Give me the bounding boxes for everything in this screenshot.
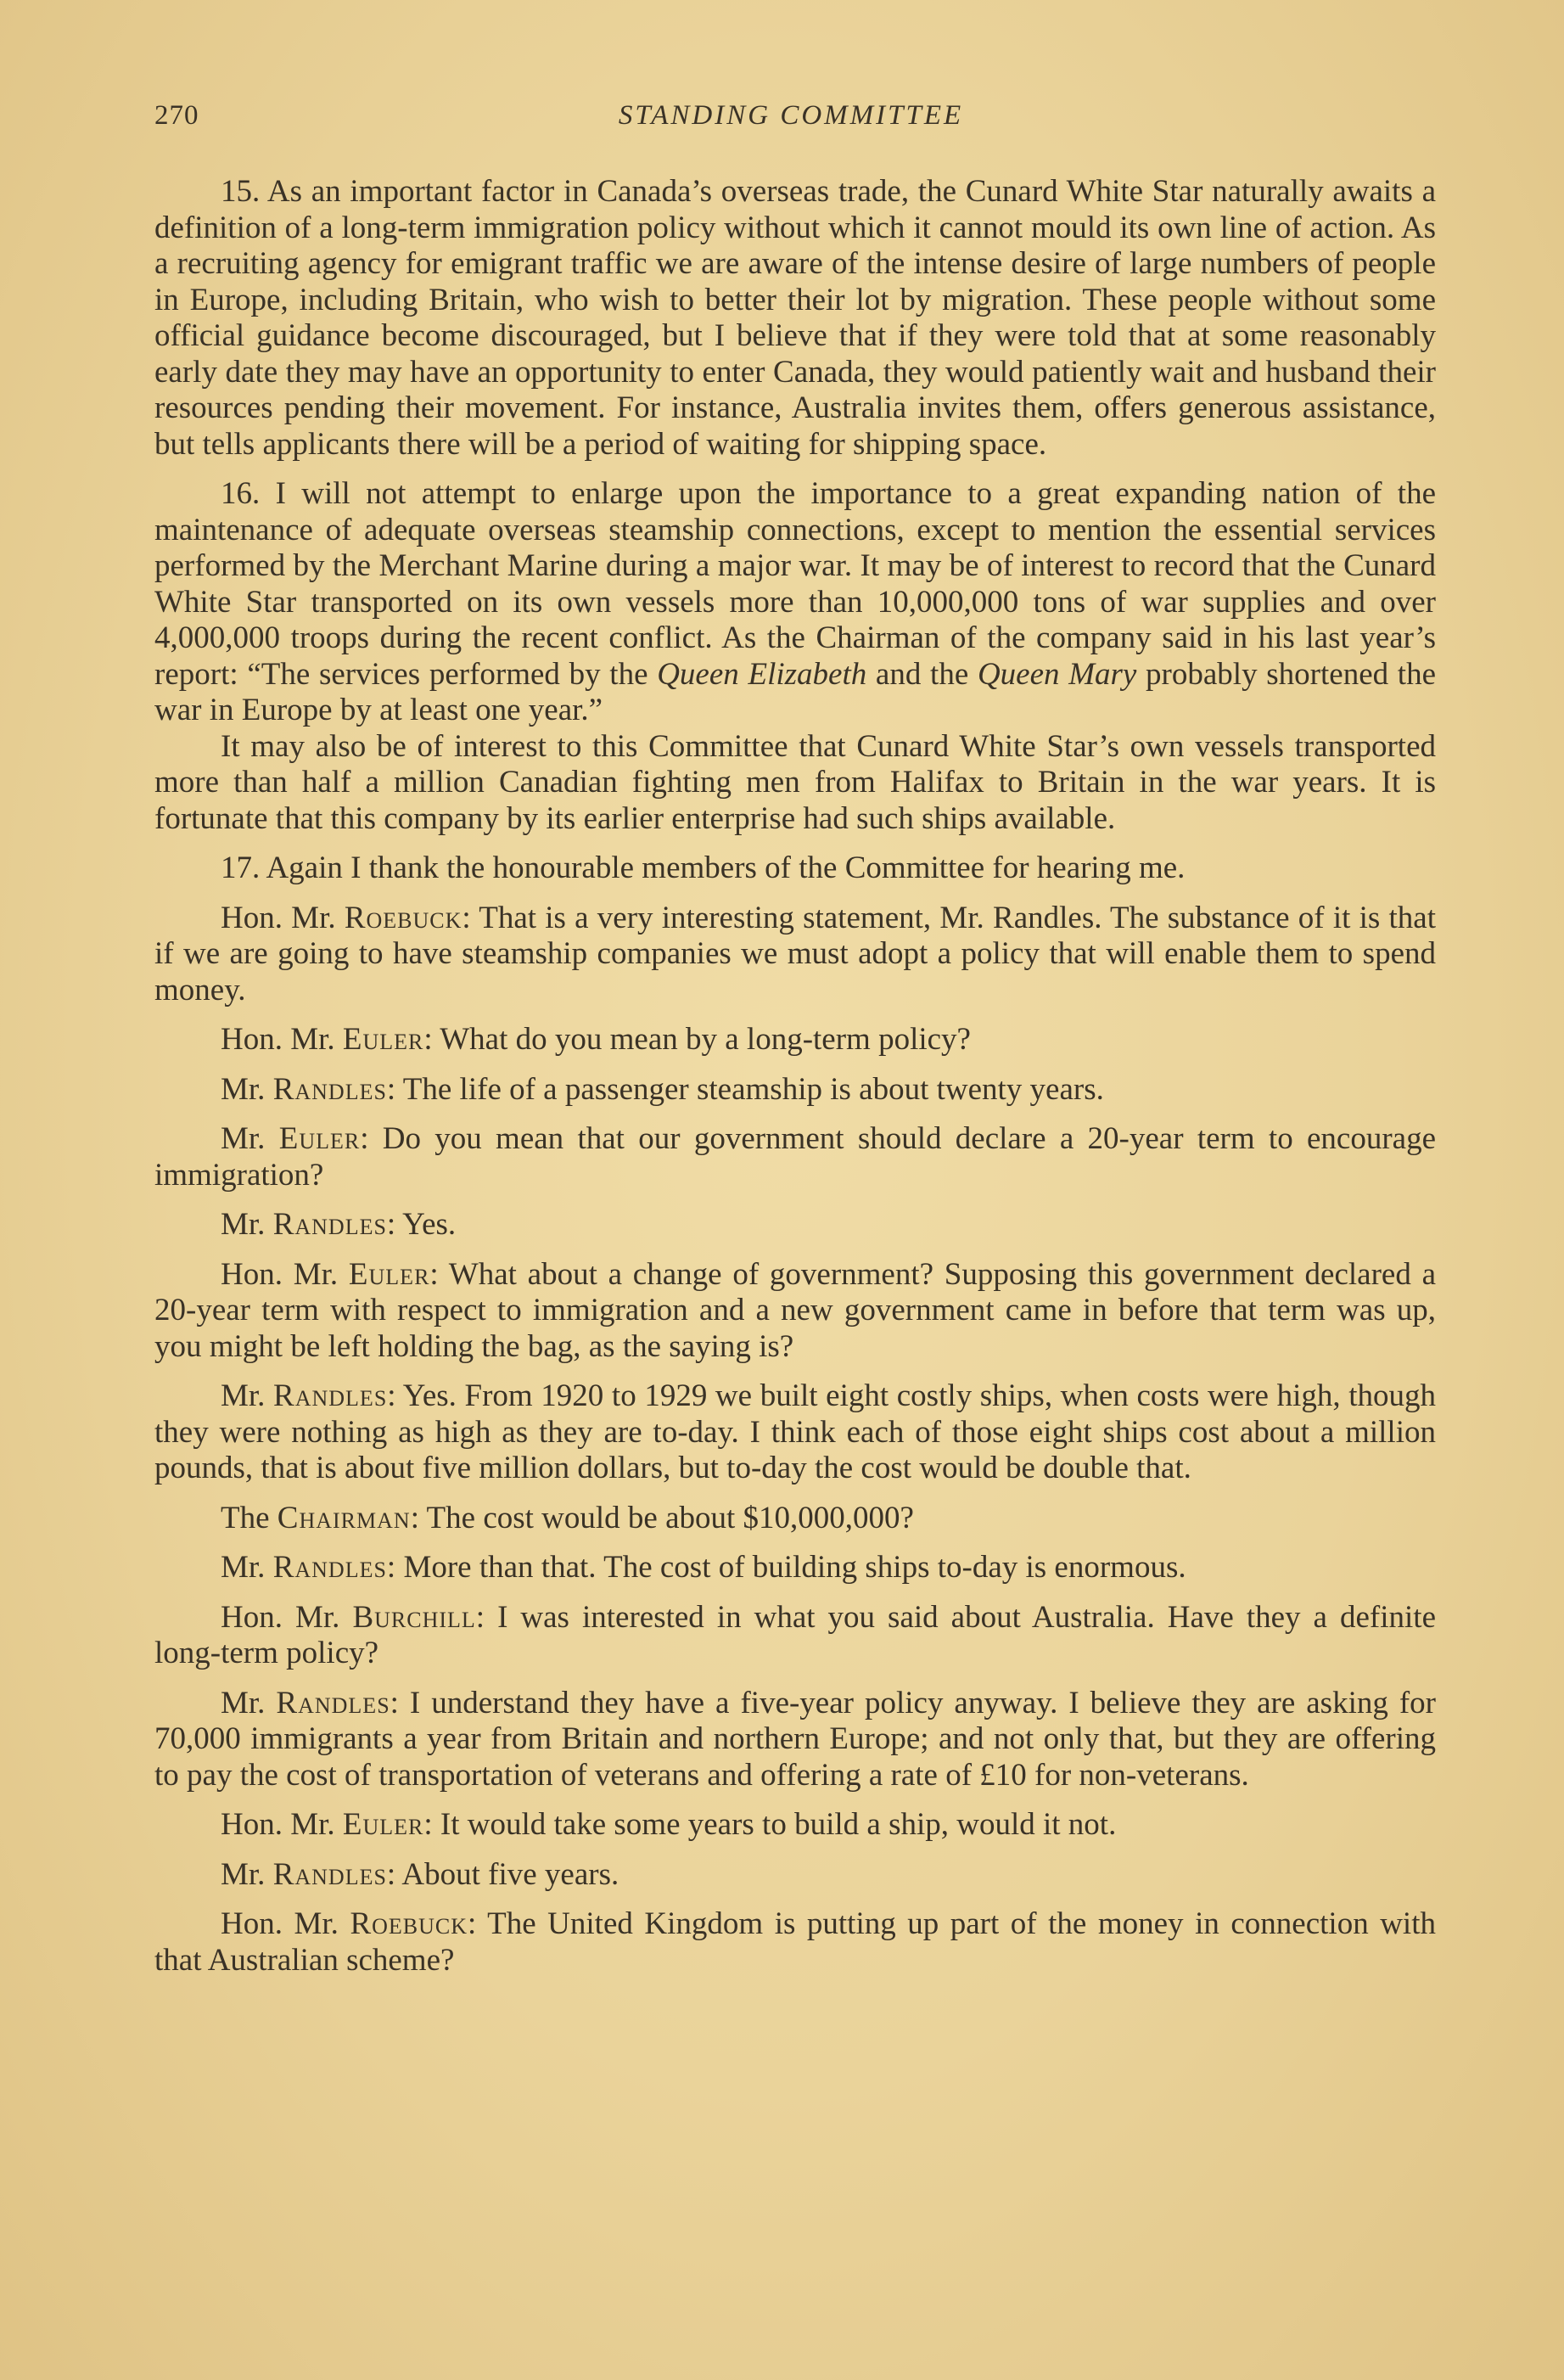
testimony-euler (154, 1121, 1436, 1193)
paragraph-15: 15. As an important factor in Canada’s overseas trade, the Cunard White Star naturally awaits a definition of a long-term immigration policy without which it cannot mould its own line of action. As a recruiting agency for emigrant traffic we are aware of the intense desire of large numbers of people in Europe, including Britain, who wish to better their lot by migration. These people without some official guidance become discouraged, but I believe that if they were told that at some reasonably early date they may have an opportunity to enter Canada, they would patiently wait and husband their resources pending their movement. For instance, Australia invites them, offers generous assistance, but tells applicants there will be a period of waiting for shipping space. (154, 174, 1436, 462)
page-body (154, 174, 1436, 1992)
speaker-name: Chairman (277, 1500, 411, 1535)
speaker-prefix: Mr. (221, 1207, 273, 1242)
testimony-randles (154, 1857, 1436, 1894)
speaker-prefix: The (221, 1500, 277, 1535)
speech-text: : The life of a passenger steamship is about twenty years. (386, 1071, 1104, 1107)
speech-text: : What do you mean by a long-term policy? (423, 1022, 971, 1057)
speaker-name: Burchill (352, 1599, 476, 1635)
speaker-prefix: Hon. Mr. (221, 900, 345, 935)
speaker-prefix: Mr. (221, 1856, 273, 1892)
speaker-name: Randles (272, 1207, 387, 1242)
running-head: STANDING COMMITTEE (618, 100, 964, 131)
testimony-euler (154, 1807, 1436, 1844)
paragraph-16 (154, 476, 1436, 729)
speaker-prefix: Hon. Mr. (221, 1906, 350, 1941)
paragraph-17: 17. Again I thank the honourable members of the Committee for hearing me. (221, 850, 1186, 885)
speech-text: : Yes. From 1920 to 1929 we built eight costly ships, when costs were high, though they were nothing as high as they are to-day. I think each of those eight ships cost about a million pounds, that is about five million dollars, but to-day the cost would be double that. (154, 1378, 1436, 1485)
speaker-prefix: Mr. (221, 1121, 279, 1156)
speech-text: : I understand they have a five-year policy anyway. I believe they are asking for 70,000 immigrants a year from Britain and northern Europe; and not only that, but they are offering to pay the cost of transportation of veterans and offering a rate of £10 for non-veterans. (154, 1685, 1436, 1793)
speaker-name: Euler (342, 1022, 424, 1057)
testimony-euler (154, 1022, 1436, 1058)
speech-text: : What about a change of government? Supposing this government declared a 20-year term with respect to immigration and a new government came in before that term was up, you might be left holding the bag, as the saying is? (154, 1256, 1436, 1364)
testimony-euler (154, 1257, 1436, 1366)
paragraph-text: and the (866, 656, 978, 692)
testimony-roebuck (154, 1906, 1436, 1979)
speaker-prefix: Mr. (221, 1378, 274, 1413)
speaker-name: Randles (273, 1378, 388, 1413)
speaker-name: Euler (278, 1121, 361, 1156)
speaker-prefix: Hon. Mr. (221, 1022, 343, 1057)
paragraph-text: 16. I will not attempt to enlarge upon the importance to a great expanding nation of the maintenance of adequate overseas steamship connections, except to mention the essential services performed by the Merchant Marine during a major war. It may be of interest to record that the Cunard White Star transported on its own vessels more than 10,000,000 tons of war supplies and over 4,000,000 troops during the recent conflict. As the Chairman of the company said in his last year’s report: “The services performed by the (154, 476, 1436, 692)
speaker-name: Randles (276, 1685, 390, 1720)
page-header (154, 100, 1427, 143)
speech-text: : Yes. (386, 1207, 457, 1242)
speaker-prefix: Hon. Mr. (221, 1807, 343, 1842)
speaker-prefix: Mr. (221, 1550, 273, 1585)
testimony-randles (154, 1686, 1436, 1794)
speech-text: : That is a very interesting statement, Mr. Randles. The substance of it is that if we are going to have steamship companies we must adopt a policy that will enable them to spend money. (154, 900, 1436, 1008)
speaker-name: Randles (272, 1071, 387, 1107)
testimony-roebuck (154, 901, 1436, 1009)
testimony-randles (154, 1207, 1436, 1243)
speaker-prefix: Hon. Mr. (221, 1256, 349, 1292)
speech-text: : About five years. (386, 1856, 619, 1892)
speaker-name: Euler (348, 1256, 430, 1292)
speech-text: : I was interested in what you said about Australia. Have they a definite long-term policy? (154, 1599, 1436, 1670)
speech-text: : The United Kingdom is putting up part of the money in connection with that Australian scheme? (154, 1906, 1436, 1978)
speaker-name: Randles (272, 1856, 387, 1892)
page-number: 270 (154, 100, 199, 131)
speaker-name: Euler (342, 1807, 424, 1842)
speaker-prefix: Hon. Mr. (221, 1599, 353, 1635)
paragraph-text: probably shortened the war in Europe by at least one year.” (154, 656, 1437, 727)
speaker-prefix: Mr. (221, 1685, 277, 1720)
testimony-randles (154, 1072, 1436, 1109)
ship-name-queen-elizabeth: Queen Elizabeth (657, 656, 867, 692)
testimony-randles (154, 1378, 1436, 1487)
speaker-name: Randles (272, 1550, 387, 1585)
speech-text: : Do you mean that our government should declare a 20-year term to encourage immigration? (154, 1121, 1436, 1193)
speech-text: : It would take some years to build a ship, would it not. (423, 1807, 1117, 1842)
testimony-burchill (154, 1600, 1436, 1672)
ship-name-queen-mary: Queen Mary (977, 656, 1137, 692)
paragraph-16-continued: It may also be of interest to this Committee that Cunard White Star’s own vessels transported more than half a million Canadian fighting men from Halifax to Britain in the war years. It is fortunate that this company by its earlier enterprise had such ships available. (154, 728, 1436, 836)
testimony-randles (154, 1550, 1436, 1586)
speaker-name: Roebuck (344, 900, 462, 935)
speaker-prefix: Mr. (221, 1071, 273, 1107)
speech-text: : The cost would be about $10,000,000? (410, 1500, 914, 1535)
testimony-chairman (154, 1501, 1436, 1537)
speaker-name: Roebuck (350, 1906, 468, 1941)
speech-text: : More than that. The cost of building ships to-day is enormous. (386, 1550, 1186, 1585)
